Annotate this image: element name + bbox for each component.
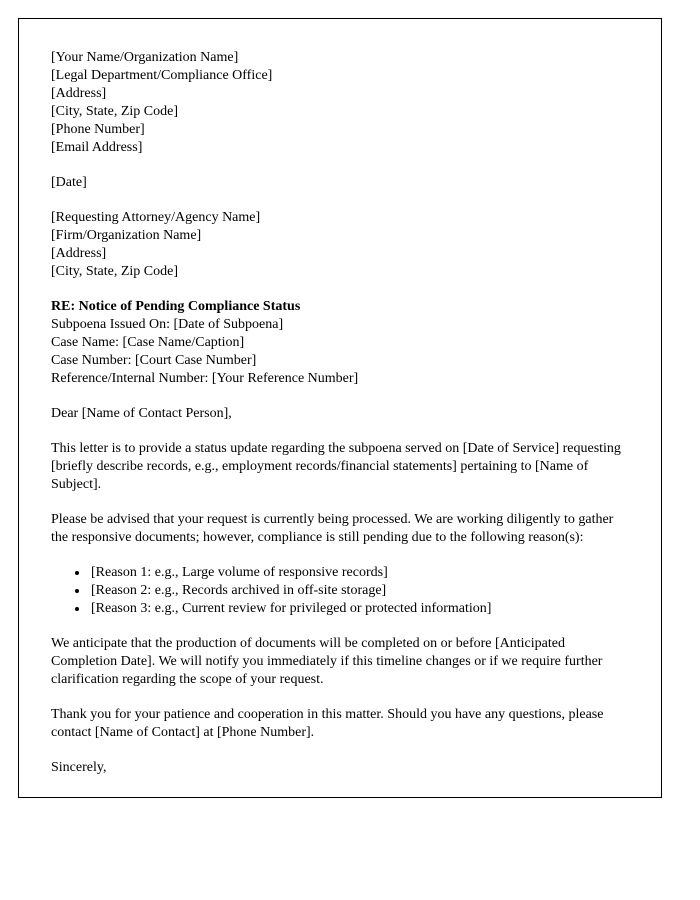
reason-item-1: • [Reason 1: e.g., Large volume of responsive records] bbox=[89, 564, 629, 582]
recipient-name-line: [Requesting Attorney/Agency Name] bbox=[51, 210, 261, 225]
reason-item-3: • [Reason 3: e.g., Current review for privileged or protected information] bbox=[89, 600, 629, 618]
subject-block bbox=[51, 298, 629, 388]
reasons-list bbox=[51, 564, 629, 618]
sender-name-line: [Your Name/Organization Name] bbox=[51, 50, 239, 65]
salutation: Dear [Name of Contact Person], bbox=[51, 406, 232, 421]
date-block bbox=[51, 174, 629, 192]
recipient-address-line: [Address] bbox=[51, 246, 107, 261]
case-name-line: Case Name: [Case Name/Caption] bbox=[51, 335, 245, 350]
completion-date-paragraph: We anticipate that the production of documents will be completed on or before [Anticipated Completion Date]. We will notify you immediately if this timeline changes or if we require further clarification regarding the scope of your request. bbox=[51, 636, 603, 687]
sender-department-line: [Legal Department/Compliance Office] bbox=[51, 68, 273, 83]
sender-block bbox=[51, 49, 629, 157]
signoff: Sincerely, bbox=[51, 760, 107, 775]
subject-line: RE: Notice of Pending Compliance Status bbox=[51, 299, 301, 314]
recipient-block bbox=[51, 209, 629, 281]
recipient-firm-line: [Firm/Organization Name] bbox=[51, 228, 202, 243]
case-number-line: Case Number: [Court Case Number] bbox=[51, 353, 257, 368]
date-line: [Date] bbox=[51, 175, 87, 190]
reason-item-2: • [Reason 2: e.g., Records archived in off-site storage] bbox=[89, 582, 629, 600]
reference-number-line: Reference/Internal Number: [Your Reference Number] bbox=[51, 371, 359, 386]
pending-reasons-paragraph: Please be advised that your request is currently being processed. We are working diligently to gather the responsive documents; however, compliance is still pending due to the following reason(s): bbox=[51, 512, 614, 545]
sender-phone-line: [Phone Number] bbox=[51, 122, 145, 137]
sender-email-line: [Email Address] bbox=[51, 140, 143, 155]
subpoena-issued-line: Subpoena Issued On: [Date of Subpoena] bbox=[51, 317, 284, 332]
sender-address-line: [Address] bbox=[51, 86, 107, 101]
recipient-city-line: [City, State, Zip Code] bbox=[51, 264, 179, 279]
thank-you-paragraph: Thank you for your patience and cooperation in this matter. Should you have any questions, please contact [Name of Contact] at [Phone Number]. bbox=[51, 707, 604, 740]
sender-city-line: [City, State, Zip Code] bbox=[51, 104, 179, 119]
status-update-paragraph: This letter is to provide a status update regarding the subpoena served on [Date of Service] requesting [briefly describe records, e.g., employment records/financial statements] pertaining to [Name of Subject]. bbox=[51, 441, 621, 492]
letter-page bbox=[18, 18, 662, 798]
